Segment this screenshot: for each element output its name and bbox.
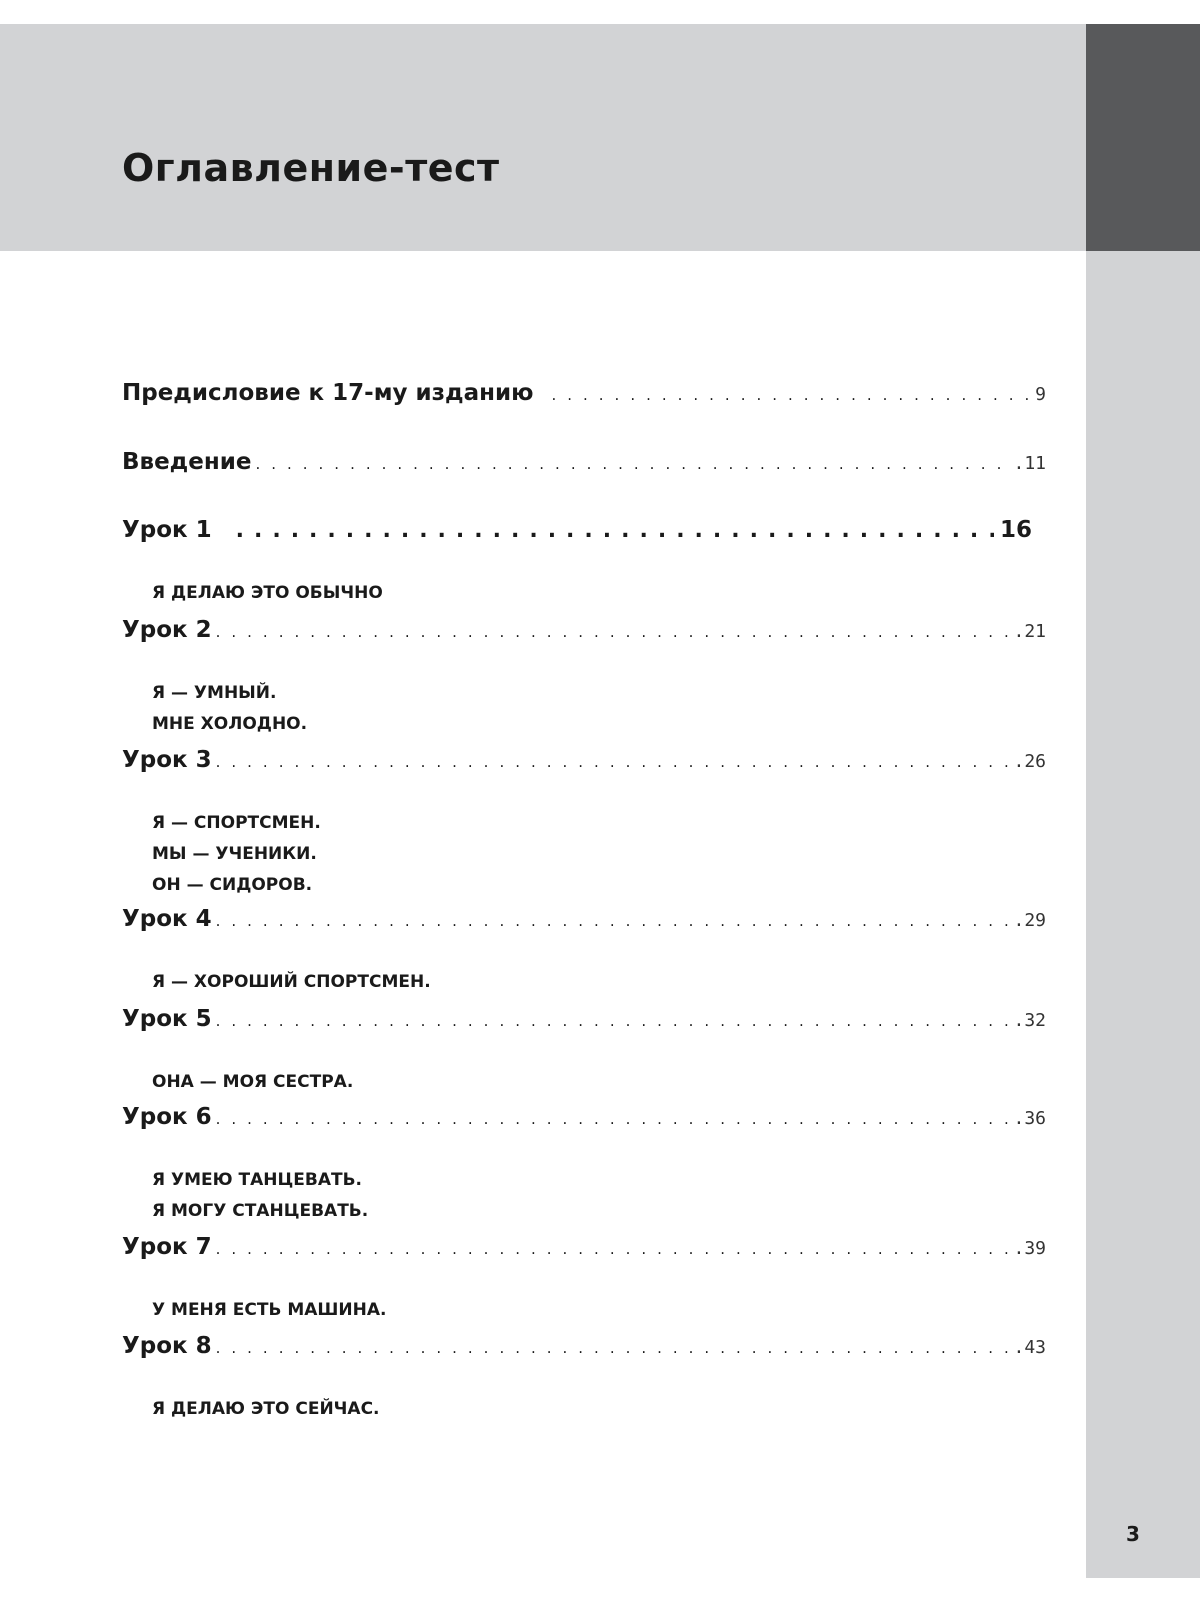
toc-page-number: 9 (1035, 384, 1046, 405)
toc-entry-lesson-1[interactable] (122, 517, 1046, 551)
toc-entry-lesson-6[interactable] (122, 1104, 1046, 1138)
toc-page-number: .11 (1013, 453, 1046, 474)
side-tab-light (1086, 251, 1200, 1578)
toc-entry-title: Урок 6 (122, 1104, 212, 1130)
lesson-subtitle: Я ДЕЛАЮ ЭТО ОБЫЧНО (152, 583, 383, 603)
page-title: Оглавление-тест (122, 146, 500, 190)
dot-leader (216, 623, 1014, 641)
lesson-subtitle: ОНА — МОЯ СЕСТРА. (152, 1072, 354, 1092)
toc-page-number: .43 (1013, 1337, 1046, 1358)
dot-leader (255, 455, 1013, 473)
lesson-subtitle: Я — ХОРОШИЙ СПОРТСМЕН. (152, 972, 431, 992)
toc-entry-title: Урок 3 (122, 747, 212, 773)
toc-entry-title: Предисловие к 17-му изданию (122, 380, 534, 406)
dot-leader (216, 753, 1014, 771)
toc-entry-title: Урок 1 (122, 517, 212, 543)
dot-leader (551, 386, 1035, 404)
toc-page-number: 16 (999, 517, 1032, 543)
toc-page-number: .39 (1013, 1238, 1046, 1259)
toc-entry-title: Урок 8 (122, 1333, 212, 1359)
lesson-subtitle: Я УМЕЮ ТАНЦЕВАТЬ. (152, 1170, 363, 1190)
toc-entry-lesson-8[interactable] (122, 1333, 1046, 1367)
dot-leader (216, 1339, 1014, 1357)
toc-entry-lesson-3[interactable] (122, 747, 1046, 781)
lesson-subtitle: Я — СПОРТСМЕН. (152, 813, 321, 833)
lesson-subtitle: Я — УМНЫЙ. (152, 683, 277, 703)
toc-page-number: .32 (1013, 1010, 1046, 1031)
lesson-subtitle: МЫ — УЧЕНИКИ. (152, 844, 317, 864)
toc-entry-lesson-5[interactable] (122, 1006, 1046, 1040)
dot-leader (216, 1240, 1014, 1258)
toc-page-number: .21 (1013, 621, 1046, 642)
toc-entry-title: Урок 2 (122, 617, 212, 643)
toc-entry-lesson-2[interactable] (122, 617, 1046, 651)
toc-entry-preface[interactable] (122, 380, 1046, 414)
toc-entry-title: Введение (122, 449, 252, 475)
toc-page-number: .36 (1013, 1108, 1046, 1129)
side-tab-dark (1086, 24, 1200, 251)
toc-entry-title: Урок 5 (122, 1006, 212, 1032)
toc-page-number: .26 (1013, 751, 1046, 772)
toc-page-number: .29 (1013, 910, 1046, 931)
header-band (0, 24, 1086, 251)
lesson-subtitle: ОН — СИДОРОВ. (152, 875, 313, 895)
toc-entry-title: Урок 4 (122, 906, 212, 932)
page-number: 3 (1126, 1522, 1140, 1546)
lesson-subtitle: Я ДЕЛАЮ ЭТО СЕЙЧАС. (152, 1399, 380, 1419)
dot-leader (236, 518, 994, 543)
toc-entry-title: Урок 7 (122, 1234, 212, 1260)
toc-entry-lesson-4[interactable] (122, 906, 1046, 940)
dot-leader (216, 1110, 1014, 1128)
dot-leader (216, 912, 1014, 930)
lesson-subtitle: МНЕ ХОЛОДНО. (152, 714, 308, 734)
toc-entry-introduction[interactable] (122, 449, 1046, 483)
dot-leader (216, 1012, 1014, 1030)
lesson-subtitle: Я МОГУ СТАНЦЕВАТЬ. (152, 1201, 369, 1221)
toc-entry-lesson-7[interactable] (122, 1234, 1046, 1268)
lesson-subtitle: У МЕНЯ ЕСТЬ МАШИНА. (152, 1300, 387, 1320)
